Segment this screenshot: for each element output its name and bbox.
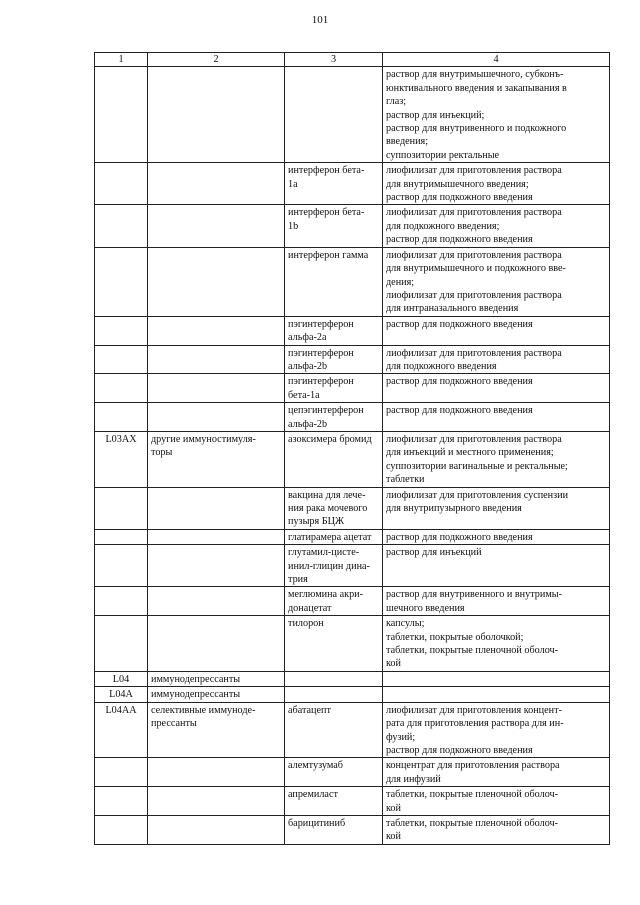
group-name-cell [148,545,285,587]
drug-name-cell: тилорон [285,616,383,672]
dosage-form-cell: лиофилизат для приготовления раствора для внутримышечного введения; раствор для подкожного введения [383,163,610,205]
group-name-cell: другие иммуностимуля- торы [148,431,285,487]
dosage-form-cell: концентрат для приготовления раствора для инфузий [383,758,610,787]
drug-name-cell: пэгинтерферон бета-1а [285,374,383,403]
drug-name-cell: барицитиниб [285,815,383,844]
drug-name-cell: алемтузумаб [285,758,383,787]
group-name-cell [148,67,285,163]
table-row [95,529,610,544]
atc-code-cell [95,587,148,616]
table-row [95,345,610,374]
drug-name-cell: глутамил-цисте- инил-глицин дина- трия [285,545,383,587]
table-row [95,67,610,163]
dosage-form-cell: раствор для инъекций [383,545,610,587]
drug-name-cell: азоксимера бромид [285,431,383,487]
atc-code-cell [95,815,148,844]
drug-name-cell: интерферон бета- 1a [285,163,383,205]
atc-code-cell [95,616,148,672]
dosage-form-cell: раствор для подкожного введения [383,403,610,432]
table-row [95,787,610,816]
table-row [95,758,610,787]
dosage-form-cell: раствор для внутривенного и внутримы- шечного введения [383,587,610,616]
dosage-form-cell: раствор для подкожного введения [383,529,610,544]
drug-name-cell: интерферон гамма [285,247,383,316]
dosage-form-cell: раствор для подкожного введения [383,374,610,403]
table-row [95,545,610,587]
table-row [95,616,610,672]
group-name-cell [148,587,285,616]
drug-name-cell [285,671,383,686]
table-row [95,687,610,702]
header-row [95,53,610,67]
drug-name-cell: вакцина для лече- ния рака мочевого пузыря БЦЖ [285,487,383,529]
dosage-form-cell: капсулы; таблетки, покрытые оболочкой; таблетки, покрытые пленочной оболоч- кой [383,616,610,672]
atc-code-cell [95,545,148,587]
column-header-2: 2 [148,53,285,67]
table-row [95,587,610,616]
column-header-1: 1 [95,53,148,67]
atc-code-cell: L04 [95,671,148,686]
dosage-form-cell: раствор для подкожного введения [383,316,610,345]
group-name-cell: иммунодепрессанты [148,687,285,702]
atc-code-cell [95,205,148,247]
table-row [95,247,610,316]
table-row [95,316,610,345]
dosage-form-cell: таблетки, покрытые пленочной оболоч- кой [383,815,610,844]
group-name-cell [148,205,285,247]
group-name-cell [148,815,285,844]
group-name-cell: селективные иммуноде- прессанты [148,702,285,758]
group-name-cell [148,529,285,544]
atc-code-cell: L03AX [95,431,148,487]
dosage-form-cell: таблетки, покрытые пленочной оболоч- кой [383,787,610,816]
dosage-form-cell: раствор для внутримышечного, субконъ- юнктивального введения и закапывания в глаз; раствор для инъекций; раствор для внутривенного и подкожного введения; суппозитории ректальные [383,67,610,163]
dosage-form-cell: лиофилизат для приготовления раствора для подкожного введения; раствор для подкожного введения [383,205,610,247]
drug-name-cell: глатирамера ацетат [285,529,383,544]
dosage-form-cell [383,687,610,702]
table-row [95,487,610,529]
column-header-3: 3 [285,53,383,67]
group-name-cell [148,403,285,432]
atc-code-cell [95,403,148,432]
atc-code-cell: L04AA [95,702,148,758]
drug-name-cell: апремиласт [285,787,383,816]
atc-code-cell [95,345,148,374]
group-name-cell [148,616,285,672]
dosage-form-cell [383,671,610,686]
group-name-cell [148,345,285,374]
table-row [95,671,610,686]
table-row [95,815,610,844]
drug-name-cell: интерферон бета- 1b [285,205,383,247]
column-header-4: 4 [383,53,610,67]
dosage-form-cell: лиофилизат для приготовления раствора для внутримышечного и подкожного вве- дения; лиофилизат для приготовления раствора для интраназального введения [383,247,610,316]
table-row [95,431,610,487]
group-name-cell [148,163,285,205]
group-name-cell [148,787,285,816]
drug-name-cell: пэгинтерферон альфа-2а [285,316,383,345]
drug-name-cell: абатацепт [285,702,383,758]
atc-code-cell [95,247,148,316]
page-number: 101 [311,14,329,26]
dosage-form-cell: лиофилизат для приготовления раствора для подкожного введения [383,345,610,374]
drug-name-cell: цепэгинтерферон альфа-2b [285,403,383,432]
table-row [95,403,610,432]
atc-code-cell: L04A [95,687,148,702]
dosage-form-cell: лиофилизат для приготовления раствора для инъекций и местного применения; суппозитории вагинальные и ректальные; таблетки [383,431,610,487]
group-name-cell: иммунодепрессанты [148,671,285,686]
group-name-cell [148,316,285,345]
atc-code-cell [95,163,148,205]
table-row [95,205,610,247]
table-row [95,163,610,205]
dosage-form-cell: лиофилизат для приготовления суспензии для внутрипузырного введения [383,487,610,529]
table-row [95,702,610,758]
atc-code-cell [95,758,148,787]
atc-code-cell [95,67,148,163]
atc-code-cell [95,529,148,544]
drug-table [94,52,610,845]
atc-code-cell [95,316,148,345]
drug-name-cell [285,67,383,163]
atc-code-cell [95,787,148,816]
drug-name-cell: меглюмина акри- донацетат [285,587,383,616]
dosage-form-cell: лиофилизат для приготовления концент- рата для приготовления раствора для ин- фузий; раствор для подкожного введения [383,702,610,758]
drug-name-cell [285,687,383,702]
atc-code-cell [95,374,148,403]
group-name-cell [148,247,285,316]
table-row [95,374,610,403]
group-name-cell [148,374,285,403]
drug-name-cell: пэгинтерферон альфа-2b [285,345,383,374]
atc-code-cell [95,487,148,529]
group-name-cell [148,487,285,529]
group-name-cell [148,758,285,787]
